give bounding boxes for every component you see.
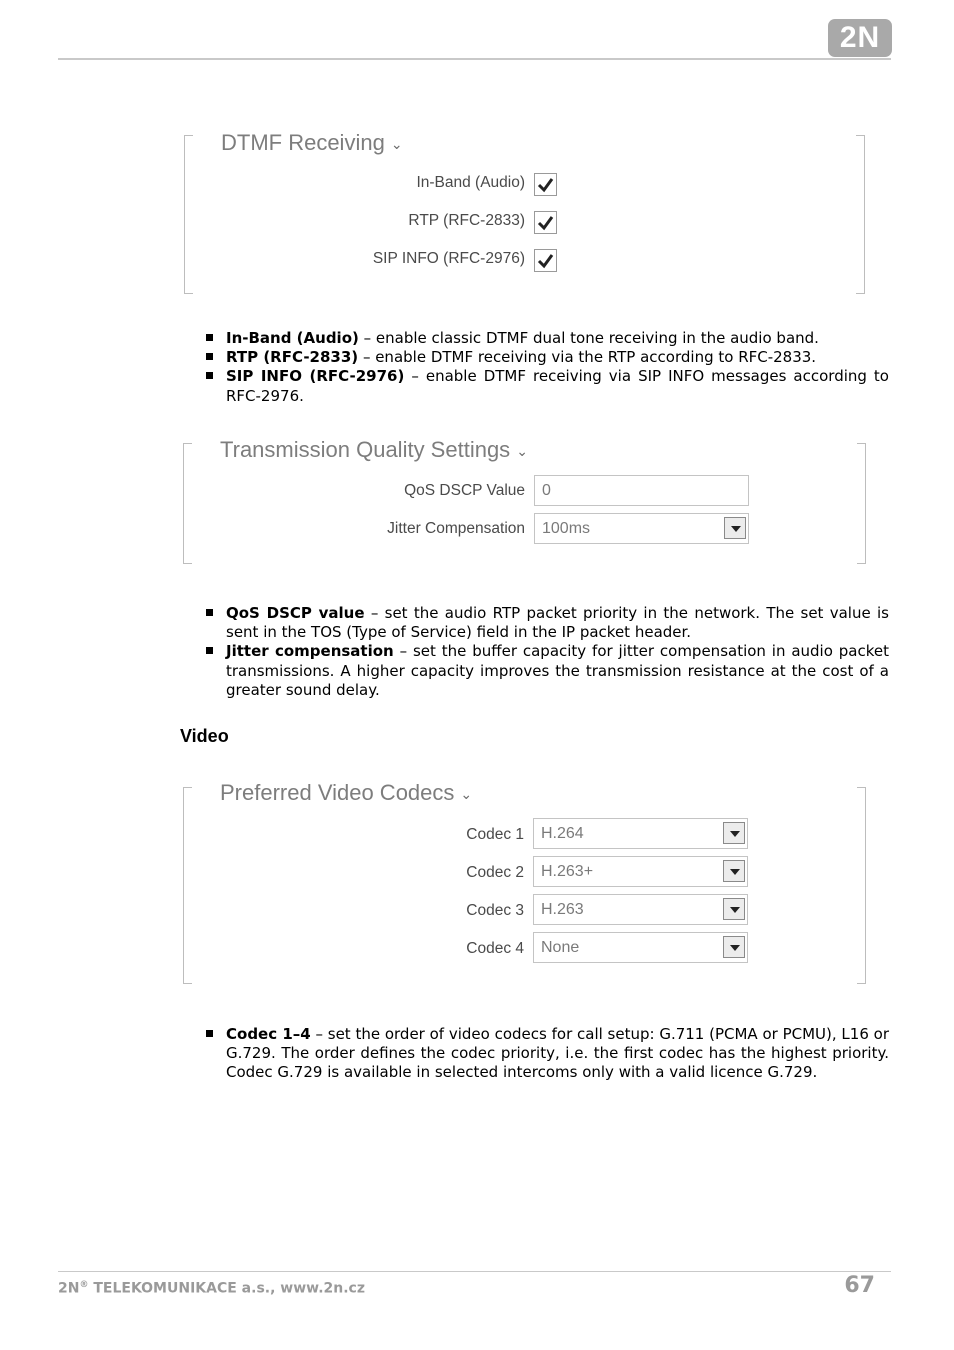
codec-3-select[interactable] xyxy=(533,894,748,925)
list-item xyxy=(206,604,889,642)
sip-info-rfc2976-label: SIP INFO (RFC-2976) xyxy=(372,250,525,267)
quality-panel-title-text: Transmission Quality Settings xyxy=(220,437,511,462)
rtp-rfc2833-label: RTP (RFC-2833) xyxy=(408,212,525,229)
bullet-text: – set the audio RTP packet priority in the network. The set value is sent in the TOS (Type of Service) field in the IP packet header. xyxy=(226,604,889,642)
panel-bracket-left xyxy=(183,787,192,984)
codec-3-value: H.263 xyxy=(541,901,584,918)
rtp-rfc2833-checkbox[interactable] xyxy=(534,211,557,234)
panel-bracket-right xyxy=(856,135,865,294)
in-band-audio-checkbox[interactable] xyxy=(534,173,557,196)
chevron-down-icon: ⌄ xyxy=(390,135,403,152)
dtmf-panel-title-text: DTMF Receiving xyxy=(221,130,385,155)
codec-1-label: Codec 1 xyxy=(466,826,524,843)
footer-company-rest: TELEKOMUNIKACE a.s., www.2n.cz xyxy=(88,1280,365,1297)
list-item xyxy=(206,642,889,700)
panel-bracket-left xyxy=(183,443,192,564)
codec-3-label: Codec 3 xyxy=(466,902,524,919)
footer-rule xyxy=(58,1271,891,1272)
codec-4-label: Codec 4 xyxy=(466,940,524,957)
codec-1-select[interactable] xyxy=(533,818,748,849)
codec-1-value: H.264 xyxy=(541,825,584,842)
checkmark-icon xyxy=(535,212,556,233)
dtmf-bullet-list xyxy=(206,329,889,406)
list-item xyxy=(206,329,889,348)
page-number: 67 xyxy=(844,1273,875,1298)
video-panel-title[interactable] xyxy=(220,780,472,806)
dtmf-receiving-panel xyxy=(184,130,865,294)
video-panel-title-text: Preferred Video Codecs xyxy=(220,780,455,805)
bullet-term: Jitter compensation xyxy=(226,642,394,661)
video-section-heading: Video xyxy=(180,726,229,746)
dropdown-arrow-icon[interactable] xyxy=(723,936,745,958)
sip-info-rfc2976-checkbox[interactable] xyxy=(534,249,557,272)
registered-mark: ® xyxy=(79,1280,89,1290)
2n-logo: 2N xyxy=(828,19,892,57)
bullet-text: – enable classic DTMF dual tone receiving in the audio band. xyxy=(358,329,819,347)
codec-2-select[interactable] xyxy=(533,856,748,887)
video-bullet-list xyxy=(206,1025,889,1083)
jitter-compensation-select[interactable] xyxy=(534,513,749,544)
panel-bracket-right xyxy=(857,787,866,984)
codec-4-select[interactable] xyxy=(533,932,748,963)
chevron-down-icon: ⌄ xyxy=(460,785,473,802)
qos-dscp-input[interactable]: 0 xyxy=(534,475,749,506)
bullet-term: RTP (RFC-2833) xyxy=(226,348,359,367)
footer-company xyxy=(58,1280,365,1297)
list-item xyxy=(206,367,889,405)
quality-bullet-list xyxy=(206,604,889,700)
codec-2-label: Codec 2 xyxy=(466,864,524,881)
bullet-text: – set the buffer capacity for jitter compensation in audio packet transmissions. A higher capacity improves the transmission resistance at the cost of a greater sound delay. xyxy=(226,642,889,699)
transmission-quality-panel xyxy=(183,437,866,564)
codec-2-value: H.263+ xyxy=(541,863,594,880)
bullet-text: – enable DTMF receiving via SIP INFO messages according to RFC-2976. xyxy=(226,367,889,405)
header-rule xyxy=(58,58,891,60)
dropdown-arrow-icon[interactable] xyxy=(723,898,745,920)
bullet-term: In-Band (Audio) xyxy=(226,329,359,347)
bullet-term: QoS DSCP value xyxy=(226,604,365,622)
dropdown-arrow-icon[interactable] xyxy=(723,860,745,882)
qos-dscp-label: QoS DSCP Value xyxy=(404,482,525,499)
chevron-down-icon: ⌄ xyxy=(516,442,528,459)
jitter-compensation-value: 100ms xyxy=(542,520,591,537)
in-band-audio-label: In-Band (Audio) xyxy=(416,174,525,191)
codec-4-value: None xyxy=(541,939,580,956)
bullet-term: Codec 1–4 xyxy=(226,1025,311,1043)
dropdown-arrow-icon[interactable] xyxy=(724,517,746,539)
checkmark-icon xyxy=(535,250,556,271)
preferred-video-codecs-panel xyxy=(183,780,866,984)
bullet-text: – set the order of video codecs for call setup: G.711 (PCMA or PCMU), L16 or G.729. The order defines the codec priority, i.e. the first codec has the highest priority. Codec G.729 is available in selected intercoms only with a valid licence G.729. xyxy=(226,1025,889,1082)
panel-bracket-left xyxy=(184,135,193,294)
checkmark-icon xyxy=(535,174,556,195)
bullet-text: – enable DTMF receiving via the RTP according to RFC-2833. xyxy=(358,348,817,367)
panel-bracket-right xyxy=(857,443,866,564)
list-item xyxy=(206,1025,889,1083)
jitter-compensation-label: Jitter Compensation xyxy=(387,520,525,537)
dropdown-arrow-icon[interactable] xyxy=(723,822,745,844)
dtmf-panel-title[interactable] xyxy=(221,130,403,156)
list-item xyxy=(206,348,889,367)
bullet-term: SIP INFO (RFC-2976) xyxy=(226,367,405,386)
footer-company-prefix: 2N xyxy=(58,1280,80,1297)
quality-panel-title[interactable] xyxy=(220,437,528,463)
